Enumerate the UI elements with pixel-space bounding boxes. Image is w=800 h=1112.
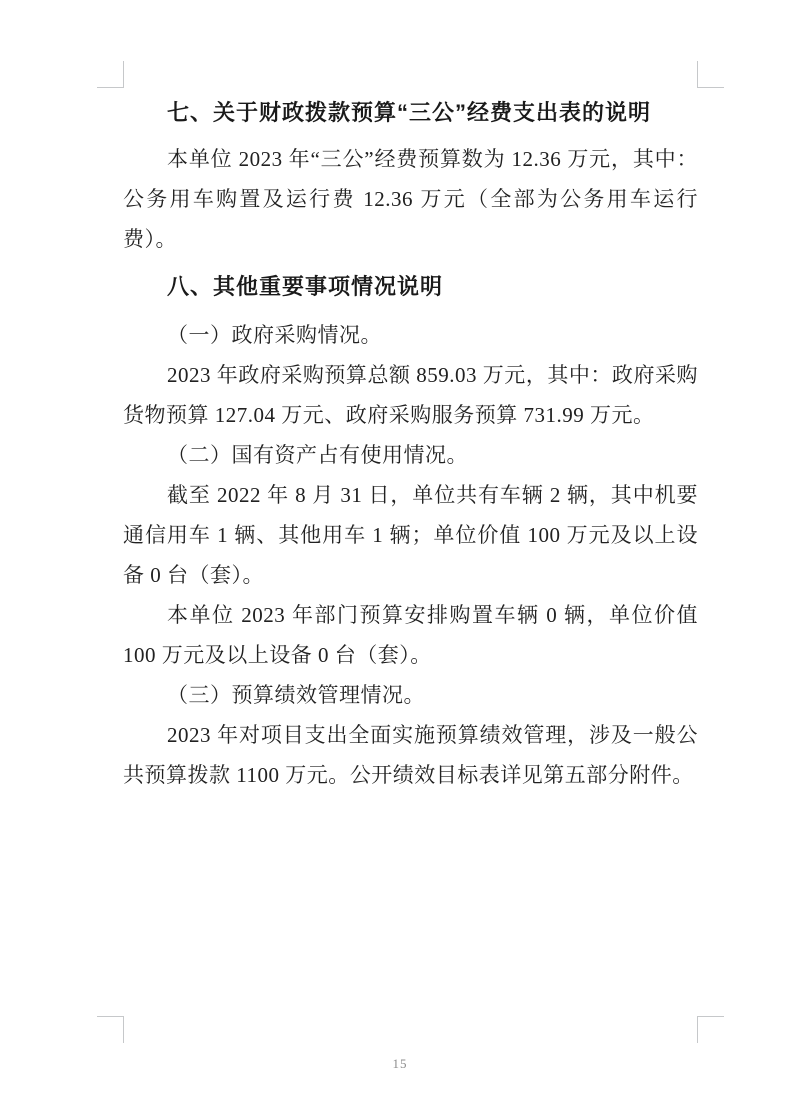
section-8-heading: 八、其他重要事项情况说明	[167, 274, 444, 299]
page-number: 15	[392, 1056, 408, 1071]
paragraph-budget-performance: 2023 年对项目支出全面实施预算绩效管理，涉及一般公共预算拨款 1100 万元。公开绩效目标表详见第五部分附件。	[123, 723, 698, 787]
subheading-government-procurement: （一）政府采购情况。	[167, 323, 382, 347]
paragraph-state-assets-current: 截至 2022 年 8 月 31 日，单位共有车辆 2 辆，其中机要通信用车 1 辆、其他用车 1 辆；单位价值 100 万元及以上设备 0 台（套）。	[123, 483, 698, 587]
subheading-state-assets: （二）国有资产占有使用情况。	[167, 443, 468, 467]
subheading-budget-performance: （三）预算绩效管理情况。	[167, 683, 425, 707]
crop-mark-top-left	[97, 61, 124, 88]
paragraph-government-procurement: 2023 年政府采购预算总额 859.03 万元，其中：政府采购货物预算 127.04 万元、政府采购服务预算 731.99 万元。	[123, 363, 698, 427]
section-7-heading: 七、关于财政拨款预算“三公”经费支出表的说明	[167, 100, 652, 125]
crop-mark-bottom-right	[697, 1016, 724, 1043]
crop-mark-bottom-left	[97, 1016, 124, 1043]
crop-mark-top-right	[697, 61, 724, 88]
page-content	[123, 93, 698, 795]
section-7-paragraph-three-public-expenses: 本单位 2023 年“三公”经费预算数为 12.36 万元，其中：公务用车购置及运行费 12.36 万元（全部为公务用车运行费）。	[123, 147, 698, 251]
paragraph-state-assets-planned: 本单位 2023 年部门预算安排购置车辆 0 辆，单位价值 100 万元及以上设备 0 台（套）。	[123, 603, 698, 667]
